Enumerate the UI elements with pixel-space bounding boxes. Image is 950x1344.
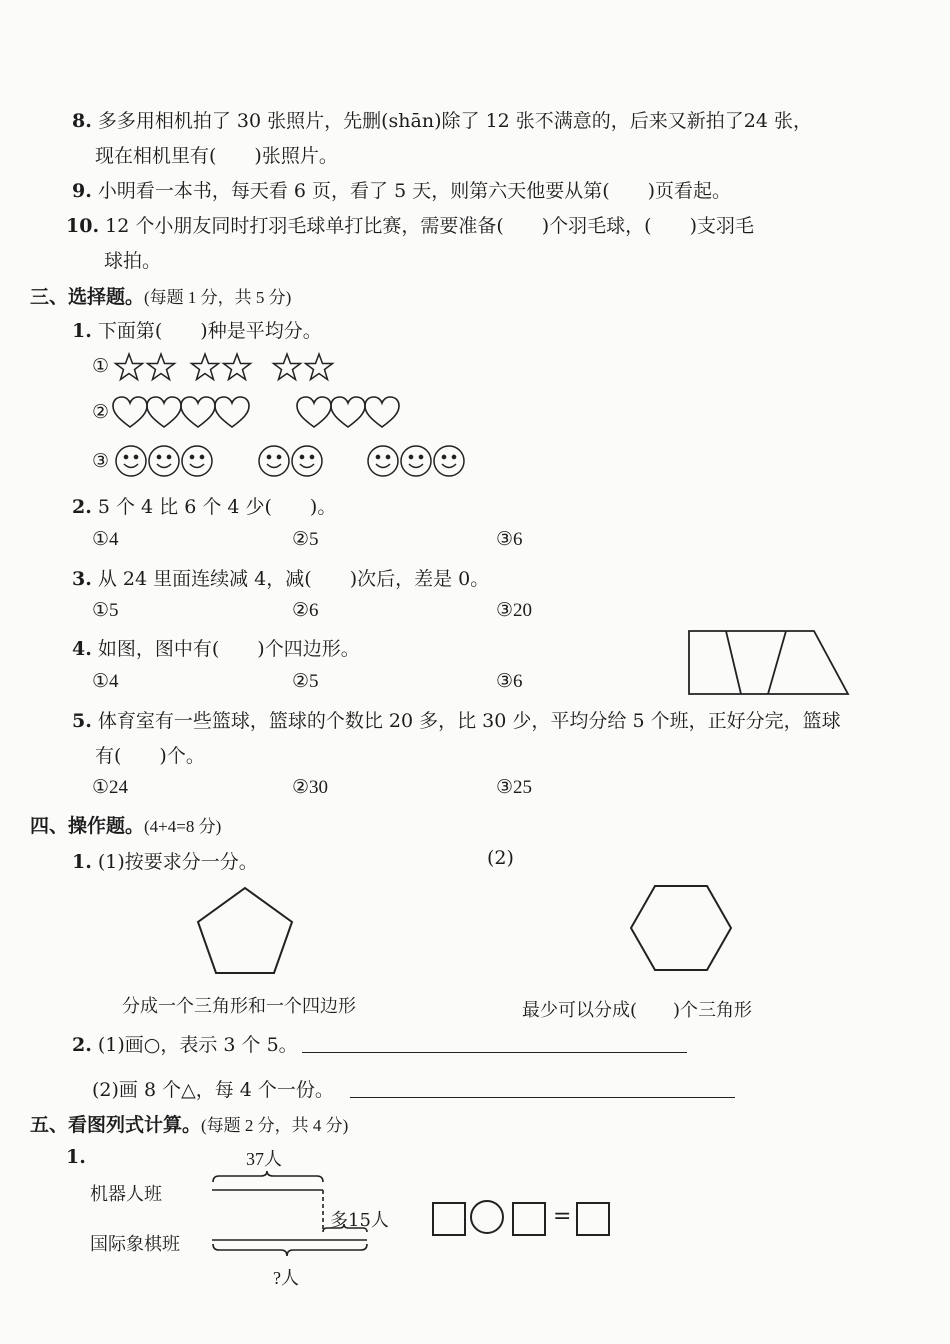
heart-icon — [331, 397, 365, 427]
section-5-heading — [30, 1110, 348, 1137]
question-text: 下面第( )种是平均分。 — [97, 320, 322, 342]
heart-icon — [147, 397, 181, 427]
smiley-groups — [115, 444, 475, 480]
question-10-line2: 球拍。 — [104, 250, 162, 272]
answer-box[interactable] — [576, 1202, 610, 1236]
smiley-icon — [292, 446, 322, 476]
star-icon — [116, 354, 143, 380]
choice-question-2 — [72, 492, 336, 519]
question-text: 体育室有一些篮球，篮球的个数比 20 多，比 30 少，平均分给 5 个班，正好分完，篮球 — [97, 710, 841, 732]
smiley-icon — [149, 446, 179, 476]
question-text: 5 个 4 比 6 个 4 少( )。 — [97, 496, 337, 518]
section-score: (每题 1 分，共 5 分) — [144, 288, 292, 307]
operation-question-2 — [72, 1030, 298, 1057]
section-3-heading — [30, 282, 291, 309]
pentagon-figure — [195, 886, 295, 976]
section-score: (4+4=8 分) — [144, 817, 222, 836]
choice-question-5 — [72, 706, 841, 733]
line-segment-diagram — [205, 1168, 385, 1272]
question-number: 2. — [72, 496, 92, 518]
equals-sign: = — [553, 1204, 572, 1229]
section-4-heading — [30, 811, 221, 838]
smiley-icon — [182, 446, 212, 476]
section-title: 五、看图列式计算。 — [30, 1114, 202, 1136]
option-2-label: ② — [92, 401, 110, 423]
question-8 — [72, 106, 812, 133]
option-3-label: ③ — [92, 450, 110, 472]
question-9 — [72, 176, 731, 203]
hearts-groups — [113, 396, 403, 430]
choice-question-1 — [72, 316, 322, 343]
smiley-icon — [434, 446, 464, 476]
row-label-chess: 国际象棋班 — [90, 1234, 180, 1255]
answer-line[interactable] — [302, 1052, 687, 1053]
question-number: 10. — [66, 215, 100, 237]
option: ③6 — [496, 529, 523, 550]
question-number: 2. — [72, 1034, 92, 1056]
option: ①24 — [92, 777, 129, 798]
option-1-label: ① — [92, 355, 110, 377]
pentagon-caption: 分成一个三角形和一个四边形 — [122, 996, 356, 1017]
option: ③20 — [496, 600, 533, 621]
question-text: 从 24 里面连续减 4，减( )次后，差是 0。 — [97, 568, 490, 590]
choice-question-3 — [72, 564, 489, 591]
question-number: 5. — [72, 710, 92, 732]
option: ②30 — [292, 777, 329, 798]
answer-box[interactable] — [512, 1202, 546, 1236]
heart-icon — [113, 397, 147, 427]
hexagon-figure — [629, 884, 733, 974]
question-number: 3. — [72, 568, 92, 590]
answer-box[interactable] — [432, 1202, 466, 1236]
question-10 — [66, 211, 754, 238]
question-number: 1. — [72, 851, 92, 873]
option: ③25 — [496, 777, 533, 798]
question-text: 如图，图中有( )个四边形。 — [97, 638, 360, 660]
smiley-icon — [401, 446, 431, 476]
section-title: 三、选择题。 — [30, 286, 145, 308]
choice-question-4 — [72, 634, 360, 661]
question-number: 1. — [66, 1146, 86, 1168]
question-number: 1. — [72, 320, 92, 342]
section-title: 四、操作题。 — [30, 815, 145, 837]
star-icon — [274, 354, 301, 380]
heart-icon — [365, 397, 399, 427]
operation-question-1 — [72, 847, 258, 874]
heart-icon — [181, 397, 215, 427]
smiley-icon — [116, 446, 146, 476]
bottom-unknown-label: ?人 — [273, 1268, 299, 1288]
row-label-robot: 机器人班 — [90, 1184, 162, 1205]
hexagon-caption: 最少可以分成( )个三角形 — [522, 1000, 753, 1021]
option: ②5 — [292, 529, 319, 550]
option: ②6 — [292, 600, 319, 621]
option: ①4 — [92, 671, 119, 692]
section-score: (每题 2 分，共 4 分) — [201, 1116, 349, 1135]
option: ①4 — [92, 529, 119, 550]
question-text: 小明看一本书，每天看 6 页，看了 5 天，则第六天他要从第( )页看起。 — [97, 180, 732, 202]
question-text: 多多用相机拍了 30 张照片，先删(shān)除了 12 张不满意的，后来又新拍了24 张， — [97, 110, 812, 132]
question-number: 9. — [72, 180, 92, 202]
star-icon — [192, 354, 219, 380]
option: ②5 — [292, 671, 319, 692]
question-number: 8. — [72, 110, 92, 132]
difference-label: 多15人 — [330, 1210, 389, 1231]
stars-groups — [115, 352, 345, 384]
heart-icon — [215, 397, 249, 427]
question-text: (1)按要求分一分。 — [97, 851, 258, 873]
smiley-icon — [368, 446, 398, 476]
question-8-line2: 现在相机里有( )张照片。 — [95, 145, 338, 167]
star-icon — [148, 354, 175, 380]
smiley-icon — [259, 446, 289, 476]
operation-question-2-part2: (2)画 8 个△，每 4 个一份。 — [92, 1079, 334, 1101]
question-5-line2: 有( )个。 — [95, 745, 205, 767]
heart-icon — [297, 397, 331, 427]
quadrilateral-figure — [686, 628, 856, 698]
question-text: (1)画○，表示 3 个 5。 — [97, 1034, 298, 1056]
question-number: 4. — [72, 638, 92, 660]
operator-circle[interactable] — [470, 1200, 504, 1234]
question-text: 12 个小朋友同时打羽毛球单打比赛，需要准备( )个羽毛球，( )支羽毛 — [105, 215, 754, 237]
answer-line[interactable] — [350, 1097, 735, 1098]
option: ③6 — [496, 671, 523, 692]
star-icon — [224, 354, 251, 380]
part-2-label: (2) — [487, 847, 514, 869]
star-icon — [306, 354, 333, 380]
top-total-label: 37人 — [246, 1149, 282, 1169]
option: ①5 — [92, 600, 119, 621]
